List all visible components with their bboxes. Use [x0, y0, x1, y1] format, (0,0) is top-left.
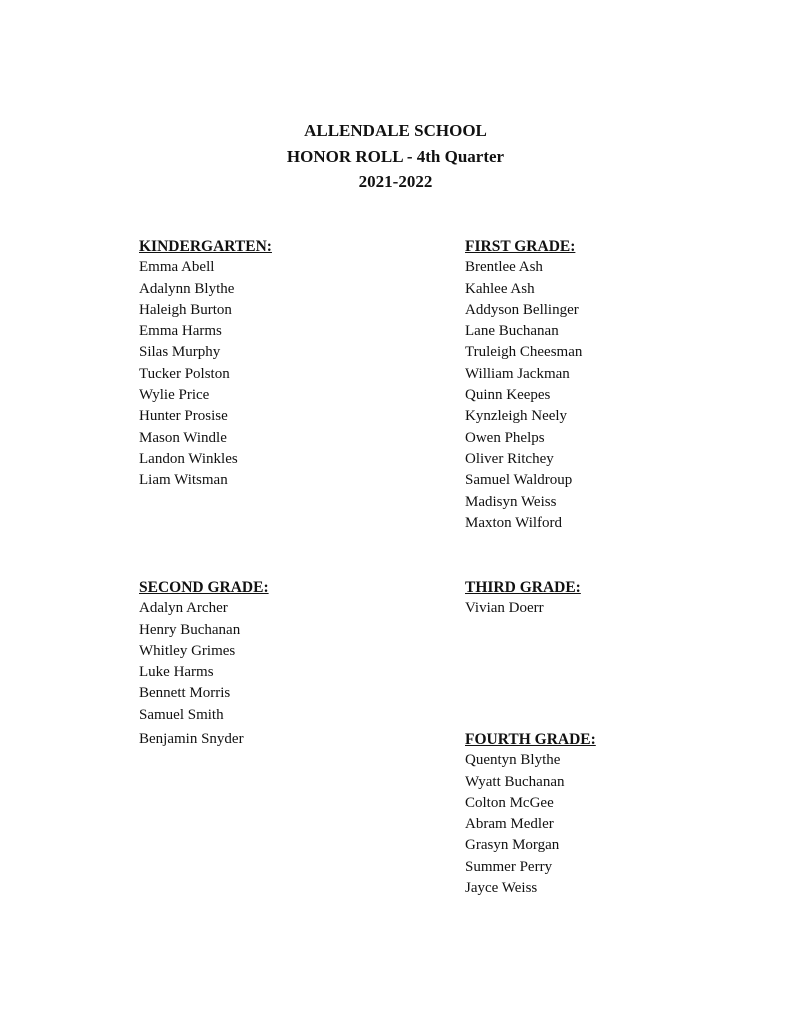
section-heading: FIRST GRADE: — [465, 238, 576, 255]
student-name: Wylie Price — [139, 387, 210, 404]
student-name: Vivian Doerr — [465, 600, 544, 617]
student-name: Haleigh Burton — [139, 301, 232, 318]
student-name: Tucker Polston — [139, 365, 230, 382]
student-name: Quentyn Blythe — [465, 752, 561, 769]
student-name: Samuel Waldroup — [465, 472, 573, 489]
student-name: Grasyn Morgan — [465, 837, 560, 854]
student-name: Hunter Prosise — [139, 408, 228, 425]
section-third-grade — [465, 577, 581, 620]
student-name: William Jackman — [465, 365, 570, 382]
section-heading: KINDERGARTEN: — [139, 238, 272, 255]
student-name: Mason Windle — [139, 429, 227, 446]
section-first-grade — [465, 236, 582, 534]
document-title-block — [0, 118, 791, 195]
student-name: Abram Medler — [465, 816, 554, 833]
school-name: ALLENDALE SCHOOL — [304, 121, 487, 140]
student-name: Adalynn Blythe — [139, 280, 235, 297]
student-name: Summer Perry — [465, 858, 553, 875]
student-name: Lane Buchanan — [465, 323, 559, 340]
student-name: Adalyn Archer — [139, 600, 228, 617]
student-name: Emma Harms — [139, 323, 222, 340]
student-name: Landon Winkles — [139, 450, 238, 467]
student-name: Henry Buchanan — [139, 621, 241, 638]
honor-roll-title: HONOR ROLL - 4th Quarter — [286, 146, 505, 166]
student-name: Liam Witsman — [139, 472, 228, 489]
student-name: Colton McGee — [465, 794, 554, 811]
student-name: Addyson Bellinger — [465, 301, 579, 318]
student-name: Wyatt Buchanan — [465, 773, 565, 790]
section-heading: SECOND GRADE: — [139, 579, 269, 596]
student-name: Quinn Keepes — [465, 387, 551, 404]
student-name: Brentlee Ash — [465, 259, 543, 276]
student-name: Owen Phelps — [465, 429, 545, 446]
student-name: Kahlee Ash — [465, 280, 535, 297]
section-heading: THIRD GRADE: — [465, 579, 581, 596]
section-second-grade — [139, 577, 269, 750]
student-name: Maxton Wilford — [465, 514, 563, 531]
student-name: Luke Harms — [139, 664, 214, 681]
section-kindergarten — [139, 236, 272, 492]
student-name: Truleigh Cheesman — [465, 344, 583, 361]
student-name: Benjamin Snyder — [139, 731, 244, 748]
student-name: Emma Abell — [139, 259, 215, 276]
student-name: Oliver Ritchey — [465, 450, 554, 467]
student-name: Silas Murphy — [139, 344, 221, 361]
student-name: Whitley Grimes — [139, 642, 236, 659]
student-name: Madisyn Weiss — [465, 493, 557, 510]
section-fourth-grade — [465, 729, 596, 899]
section-heading: FOURTH GRADE: — [465, 731, 596, 748]
student-name: Kynzleigh Neely — [465, 408, 568, 425]
student-name: Bennett Morris — [139, 685, 231, 702]
student-name: Jayce Weiss — [465, 880, 538, 897]
student-name: Samuel Smith — [139, 706, 224, 723]
school-year: 2021-2022 — [358, 172, 433, 191]
